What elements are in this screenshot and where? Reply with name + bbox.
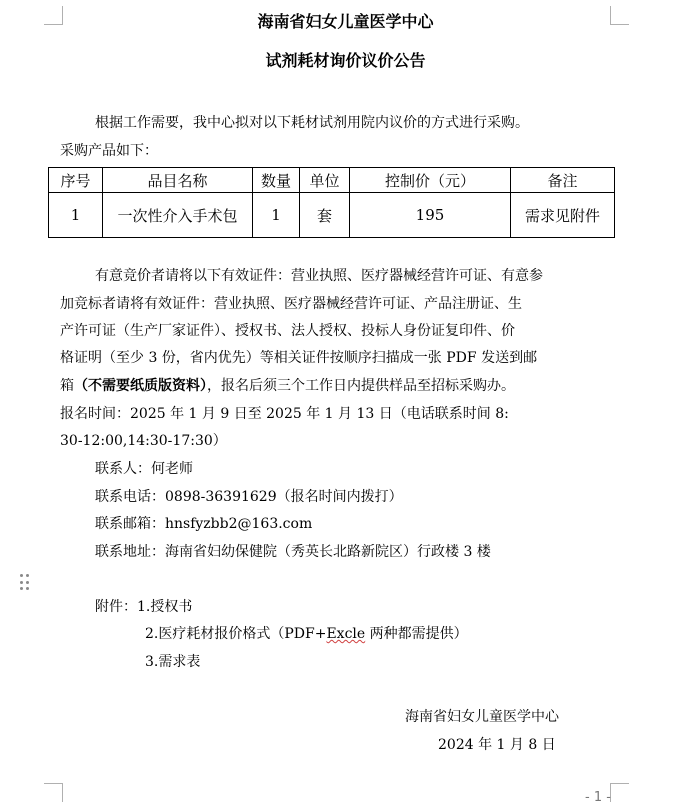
- requirements-line-3: 产许可证（生产厂家证件）、授权书、法人授权、投标人身份证复印件、价: [60, 323, 515, 339]
- requirements-line-4: 格证明（至少 3 份，省内优先）等相关证件按顺序扫描成一张 PDF 发送到邮: [60, 350, 538, 366]
- cell-remarks: 需求见附件: [511, 193, 615, 238]
- attachment-2-prefix: 2.医疗耗材报价格式（PDF+: [145, 626, 327, 642]
- requirements-line-5: [60, 376, 515, 396]
- requirements-line-5-prefix: 箱: [60, 378, 74, 394]
- col-header-remarks: 备注: [511, 168, 615, 193]
- cell-index: 1: [49, 193, 103, 238]
- drag-handle-icon[interactable]: [20, 574, 30, 592]
- requirements-line-1: 有意竞价者请将以下有效证件：营业执照、医疗器械经营许可证、有意参: [95, 268, 543, 284]
- cell-price-cap: 195: [350, 193, 511, 238]
- attachment-2: [145, 624, 468, 644]
- col-header-quantity: 数量: [253, 168, 300, 193]
- col-header-item-name: 品目名称: [103, 168, 253, 193]
- no-paper-notice: （不需要纸质版资料）: [74, 378, 207, 394]
- table-header-row: [49, 168, 615, 193]
- crop-mark-bottom-right: [610, 783, 629, 802]
- contact-phone: 联系电话：0898-36391629（报名时间内拨打）: [95, 489, 403, 505]
- table-row: [49, 193, 615, 238]
- product-table: [48, 167, 615, 238]
- intro-line-1: 根据工作需要，我中心拟对以下耗材试剂用院内议价的方式进行采购。: [95, 115, 529, 131]
- registration-line-2: 30-12:00,14:30-17:30）: [60, 433, 227, 449]
- col-header-price-cap: 控制价（元）: [350, 168, 511, 193]
- col-header-index: 序号: [49, 168, 103, 193]
- spellcheck-marked-word: Excle: [326, 626, 366, 642]
- registration-line-1: 报名时间：2025 年 1 月 9 日至 2025 年 1 月 13 日（电话联系时间 8:: [60, 406, 509, 422]
- signature-org: 海南省妇女儿童医学中心: [405, 709, 559, 725]
- contact-person: 联系人：何老师: [95, 461, 193, 477]
- org-title: 海南省妇女儿童医学中心: [257, 12, 434, 31]
- notice-title: 试剂耗材询价议价公告: [265, 51, 426, 70]
- signature-date: 2024 年 1 月 8 日: [438, 737, 556, 753]
- cell-quantity: 1: [253, 193, 300, 238]
- attachment-3: 3.需求表: [145, 654, 201, 670]
- attachment-1: 附件：1.授权书: [95, 599, 193, 615]
- contact-address: 联系地址：海南省妇幼保健院（秀英长北路新院区）行政楼 3 楼: [95, 544, 491, 560]
- crop-mark-bottom-left: [44, 783, 63, 802]
- cell-unit: 套: [300, 193, 350, 238]
- contact-email: 联系邮箱：hnsfyzbb2@163.com: [95, 516, 313, 532]
- intro-line-2: 采购产品如下：: [60, 143, 158, 159]
- cell-item-name: 一次性介入手术包: [103, 193, 253, 238]
- requirements-line-2: 加竞标者请将有效证件：营业执照、医疗器械经营许可证、产品注册证、生: [60, 296, 522, 312]
- requirements-line-5-suffix: ，报名后须三个工作日内提供样品至招标采购办。: [207, 378, 515, 394]
- col-header-unit: 单位: [300, 168, 350, 193]
- page-number: - 1 -: [585, 790, 611, 805]
- attachment-2-suffix: 两种都需提供）: [365, 626, 468, 642]
